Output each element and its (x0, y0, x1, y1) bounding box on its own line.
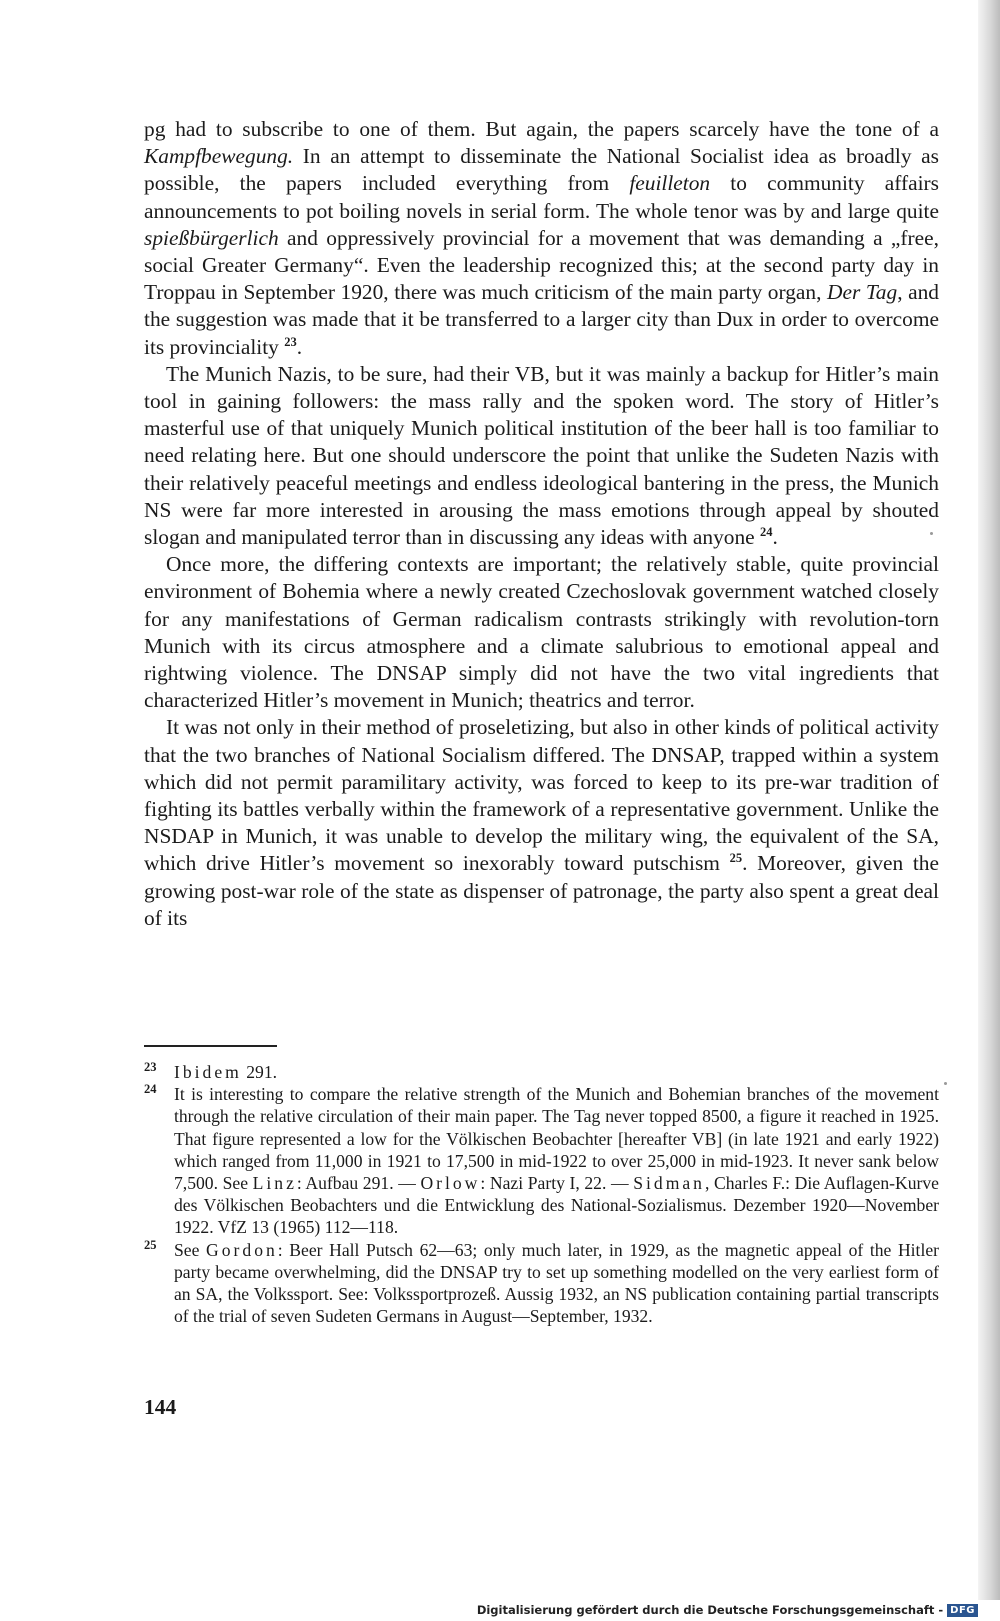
footnote-ref: 23 (284, 334, 297, 349)
page-number: 144 (144, 1395, 177, 1419)
paragraph: The Munich Nazis, to be sure, had their VB, but it was mainly a backup for Hitler’s main tool in gaining followers: the mass rally and the spoken word. The story of Hitler’s masterful use of that uniquely Munich political institution of the beer hall is too familiar to need relating here. But one should underscore the point that unlike the Sudeten Nazis with their relatively peaceful meetings and endless ideological bantering in the press, the Munich NS were far more interested in arousing the mass emotions through appeal by shouted slogan and manipulated terror than in discussing any ideas with anyone $^{24}$. (144, 361, 939, 550)
footnote-23: 23 Ibidem 291. (144, 1060, 278, 1082)
footnote-ref: 24 (760, 524, 773, 539)
funding-credit: Digitalisierung gefördert durch die Deutsche Forschungsgemeinschaft - (476, 1603, 944, 1617)
footnote-ref: 25 (729, 851, 743, 866)
paragraph: pg had to subscribe to one of them. But again, the papers scarcely have the tone of a Kampfbewegung. In an attempt to disseminate the National Socialist idea as broadly as possible, the papers included everything from feuilleton to community affairs announcements to pot boiling novels in serial form. The whole tenor was by and large quite spießbürgerlich and oppressively provincial for a movement that was demanding a „free, social Greater Germany“. Even the leadership recognized this; at the second party day in Troppau in September 1920, there was much criticism of the main party organ, Der Tag, and the suggestion was made that it be transferred to a larger city than Dux in order to overcome its provinciality $^{23}$. (144, 117, 940, 359)
dfg-logo: DFG (947, 1604, 978, 1617)
footnote-divider (144, 1045, 277, 1047)
paragraph: It was not only in their method of proseletizing, but also in other kinds of political activity that the two branches of National Socialism differed. The DNSAP, trapped within a system which did not permit paramilitary activity, was forced to keep to its pre-war tradition of fighting its battles verbally within the framework of a representative government. Unlike the NSDAP in Munich, it was unable to develop the military wing, the equivalent of the SA, which drive Hitler’s movement so inexorably toward putschism $^{25}$. Moreover, given the growing post-war role of the state as dispenser of patronage, the party also spent a great deal of its (144, 715, 939, 930)
footnote-24: 24 It is interesting to compare the relative strength of the Munich and Bohemian branches of the movement through the relative circulation of their main paper. The Tag never topped 8500, a figure it reached in 1925. That figure represented a low for the Völkischen Beobachter [hereafter VB] (in late 1921 and early 1922) which ranged from 11,000 in 1921 to 17,500 in mid-1922 to over 25,000 in mid-1923. It never sank below 7,500. See Linz: Aufbau 291. — Orlow: Nazi Party I, 22. — Sidman, Charles F.: Die Auflagen-Kurve des Völkischen Beobachters und die Entwicklung des National-Sozialismus. Dezember 1920—November 1922. VfZ 13 (1965) 112—118. (144, 1082, 939, 1238)
footnotes (144, 1061, 939, 1327)
scan-speck (944, 1082, 947, 1085)
footnote-25: 25 See Gordon: Beer Hall Putsch 62—63; only much later, in 1929, as the magnetic appeal of the Hitler party became overwhelming, did the DNSAP try to set up something modelled on the very earliest form of an SA, the Volkssport. See: Volkssportprozeß. Aussig 1932, an NS publication containing partial transcripts of the trial of seven Sudeten Germans in August—September, 1932. (144, 1237, 939, 1327)
paragraph: Once more, the differing contexts are important; the relatively stable, quite provincial environment of Bohemia where a newly created Czechoslovak government watched closely for any manifestations of German radicalism contrasts strikingly with revolution-torn Munich with its circus atmosphere and a climate salubrious to emotional appeal and rightwing violence. The DNSAP simply did not have the two vital ingredients that characterized Hitler’s movement in Munich; theatrics and terror. (144, 552, 939, 713)
page-edge-shadow (978, 0, 1000, 1600)
digitization-footer (477, 1599, 978, 1621)
main-text (144, 116, 939, 932)
